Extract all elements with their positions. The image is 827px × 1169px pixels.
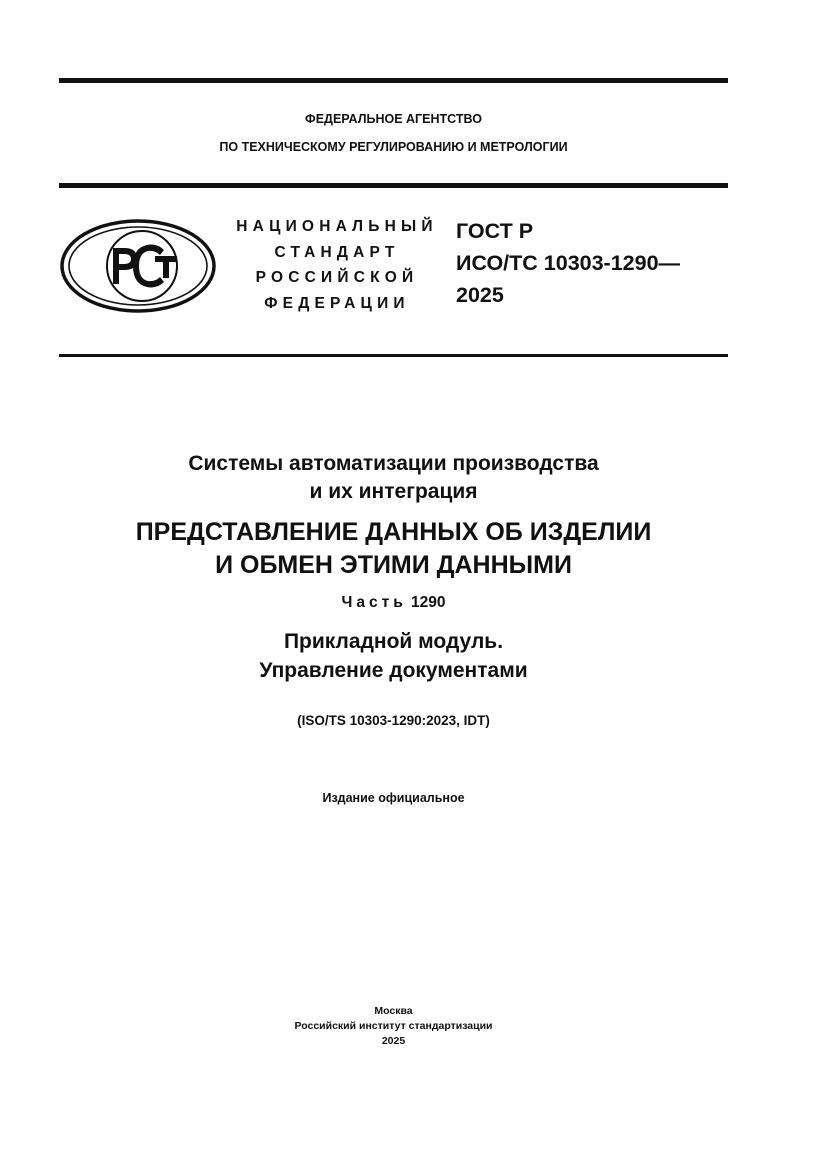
designation-line1: ГОСТ Р — [456, 219, 534, 243]
module-title-line2: Управление документами — [259, 659, 528, 682]
imprint-city: Москва — [374, 1005, 413, 1017]
agency-name-line1: ФЕДЕРАЛЬНОЕ АГЕНТСТВО — [305, 112, 482, 126]
top-rule — [59, 78, 728, 83]
module-title — [59, 627, 728, 685]
main-title-line1: ПРЕДСТАВЛЕНИЕ ДАННЫХ ОБ ИЗДЕЛИИ — [135, 518, 652, 546]
imprint-publisher: Российский институт стандартизации — [294, 1020, 493, 1032]
edition-label: Издание официальное — [322, 791, 465, 805]
series-title-line1: Системы автоматизации производства — [188, 452, 599, 475]
series-title — [59, 450, 728, 506]
part-label: Часть — [341, 594, 407, 611]
main-title-line2: И ОБМЕН ЭТИМИ ДАННЫМИ — [215, 551, 572, 579]
part-heading — [59, 592, 728, 614]
standard-designation — [456, 215, 680, 311]
imprint-year: 2025 — [381, 1035, 406, 1047]
designation-line3: 2025 — [456, 283, 504, 307]
bottom-rule — [59, 354, 728, 357]
standard-type-line2: СТАНДАРТ — [274, 243, 400, 261]
rst-certification-mark-icon — [59, 218, 217, 314]
agency-name-line2: ПО ТЕХНИЧЕСКОМУ РЕГУЛИРОВАНИЮ И МЕТРОЛОГИИ — [219, 140, 568, 154]
imprint — [59, 1004, 728, 1049]
middle-rule — [59, 183, 728, 188]
standard-type-line1: НАЦИОНАЛЬНЫЙ — [236, 218, 438, 235]
part-number: 1290 — [411, 594, 446, 611]
iso-reference: (ISO/TS 10303-1290:2023, IDT) — [297, 713, 490, 728]
standard-type-block — [226, 214, 448, 316]
module-title-line1: Прикладной модуль. — [283, 630, 504, 653]
standard-type-line4: ФЕДЕРАЦИИ — [264, 294, 410, 312]
main-title — [59, 516, 728, 582]
series-title-line2: и их интеграция — [309, 480, 478, 503]
standard-type-line3: РОССИЙСКОЙ — [255, 269, 419, 286]
designation-line2: ИСО/ТС 10303-1290— — [456, 251, 681, 275]
